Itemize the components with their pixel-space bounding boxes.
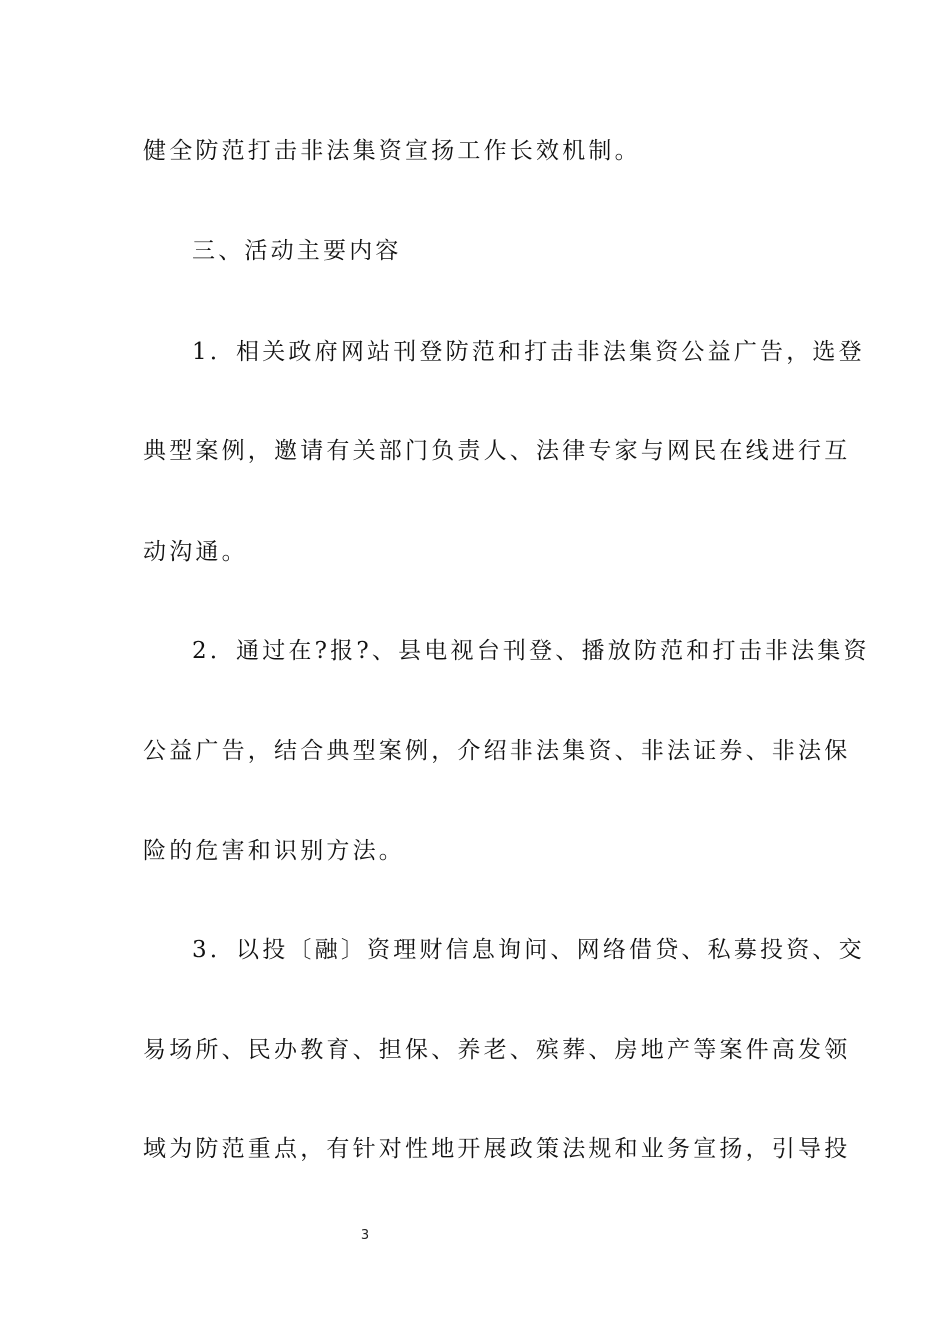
page-number: 3 bbox=[360, 1228, 370, 1243]
list-item-1-line-1: 1．相关政府网站刊登防范和打击非法集资公益广告，选登 bbox=[192, 339, 865, 365]
list-item-1-line-2: 典型案例，邀请有关部门负责人、法律专家与网民在线进行互 bbox=[143, 438, 851, 464]
list-item-3-line-3: 域为防范重点，有针对性地开展政策法规和业务宣扬，引导投 bbox=[143, 1136, 851, 1162]
list-item-2-line-1: 2．通过在?报?、县电视台刊登、播放防范和打击非法集资 bbox=[192, 638, 870, 664]
list-item-3-line-1: 3．以投〔融〕资理财信息询问、网络借贷、私募投资、交 bbox=[192, 937, 865, 963]
body-text-line: 健全防范打击非法集资宣扬工作长效机制。 bbox=[143, 138, 641, 164]
section-heading: 三、活动主要内容 bbox=[192, 238, 402, 264]
list-item-2-line-2: 公益广告，结合典型案例，介绍非法集资、非法证券、非法保 bbox=[143, 738, 851, 764]
list-item-2-line-3: 险的危害和识别方法。 bbox=[143, 838, 405, 864]
list-item-1-line-3: 动沟通。 bbox=[143, 539, 248, 565]
list-item-3-line-2: 易场所、民办教育、担保、养老、殡葬、房地产等案件高发领 bbox=[143, 1037, 851, 1063]
